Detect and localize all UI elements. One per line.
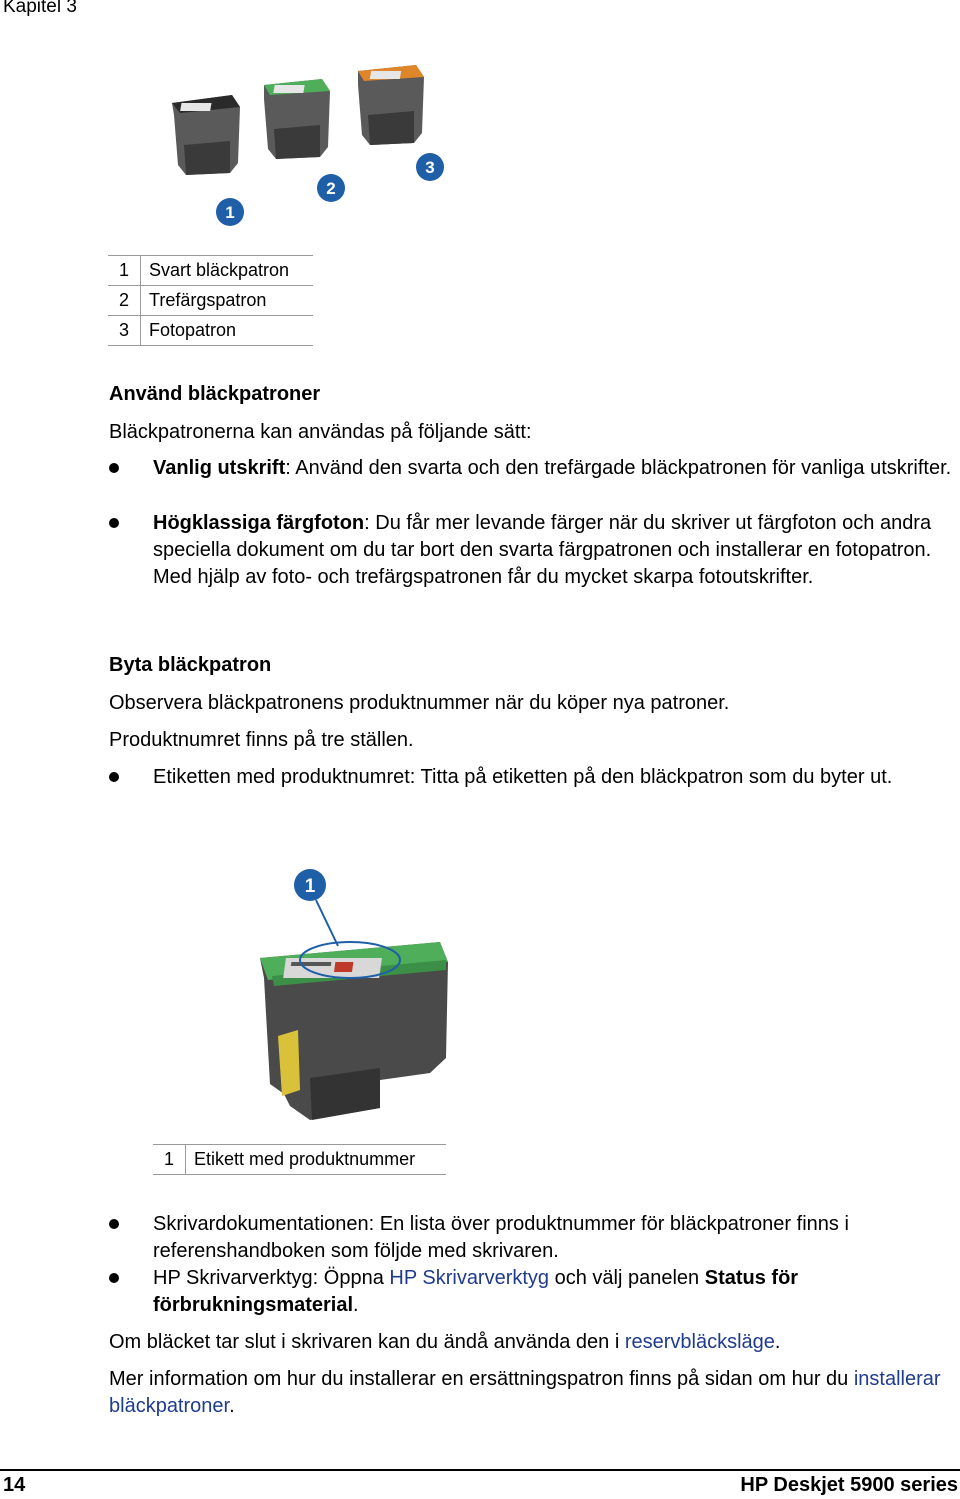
paragraph-reserve-mode [109, 1329, 949, 1356]
reserve-mode-link[interactable]: reservbläcksläge [624, 1331, 775, 1353]
install-cartridges-link[interactable]: installerar bläckpatroner [109, 1368, 941, 1417]
bullet-icon [109, 1273, 119, 1283]
label-legend-table [153, 1144, 446, 1175]
bullet-photo-print [153, 510, 953, 591]
legend-number: 1 [153, 1145, 186, 1175]
bullet-normal-print [153, 455, 953, 482]
chapter-header: Kapitel 3 [3, 0, 77, 17]
legend-label: Fotopatron [141, 316, 314, 346]
legend-number: 3 [108, 316, 141, 346]
legend-label: Etikett med produktnummer [186, 1145, 447, 1175]
section-heading-use: Använd bläckpatroner [109, 383, 321, 405]
text: . [774, 1331, 781, 1353]
legend-number: 2 [108, 286, 141, 316]
page-number: 14 [3, 1474, 26, 1496]
bullet-icon [109, 463, 119, 473]
section-intro: Bläckpatronerna kan användas på följande sätt: [109, 421, 532, 443]
callout-1-icon [294, 869, 326, 901]
callout-3-label: 3 [425, 158, 435, 177]
bullet-icon [109, 772, 119, 782]
legend-row [153, 1145, 446, 1175]
photo-cartridge [358, 65, 424, 145]
legend-row [108, 256, 313, 286]
text: och välj panelen [549, 1267, 705, 1289]
product-name: HP Deskjet 5900 series [740, 1474, 958, 1496]
legend-label: Trefärgspatron [141, 286, 314, 316]
bullet-text: : Använd den svarta och den trefärgade bläckpatronen för vanliga utskrifter. [285, 457, 952, 479]
text: Mer information om hur du installerar en ersättningspatron finns på sidan om hur du [109, 1368, 854, 1390]
paragraph: Observera bläckpatronens produktnummer när du köper nya patroner. [109, 692, 730, 714]
legend-label: Svart bläckpatron [141, 256, 314, 286]
callout-label: 1 [304, 876, 316, 897]
callout-2-label: 2 [326, 179, 336, 198]
tri-color-cartridge [264, 79, 330, 159]
footer-divider [0, 1469, 960, 1471]
cartridge-label-illustration [250, 858, 460, 1133]
callout-3-icon [416, 153, 444, 181]
legend-number: 1 [108, 256, 141, 286]
bullet-icon [109, 518, 119, 528]
text: HP Skrivarverktyg: Öppna [153, 1267, 390, 1289]
cartridges-illustration [160, 55, 460, 235]
bullet-documentation: Skrivardokumentationen: En lista över produktnummer för bläckpatroner finns i referenshandboken som följde med skrivaren. [153, 1213, 849, 1262]
callout-1-label: 1 [225, 203, 235, 222]
text: Om bläcket tar slut i skrivaren kan du ändå använda den i [109, 1331, 625, 1353]
cartridge-legend-table [108, 255, 313, 346]
paragraph: Produktnumret finns på tre ställen. [109, 729, 414, 751]
printer-toolbox-link[interactable]: HP Skrivarverktyg [389, 1267, 550, 1289]
bullet-printer-toolbox [153, 1265, 953, 1319]
bullet-icon [109, 1219, 119, 1229]
bullet-term: Högklassiga färgfoton [153, 512, 365, 534]
black-cartridge [172, 95, 240, 175]
legend-row [108, 316, 313, 346]
callout-1-icon [216, 198, 244, 226]
section-heading-replace: Byta bläckpatron [109, 654, 272, 676]
legend-row [108, 286, 313, 316]
callout-2-icon [317, 174, 345, 202]
panel-name: Status för förbrukningsmaterial [153, 1267, 799, 1316]
bullet-label-location: Etiketten med produktnumret: Titta på etiketten på den bläckpatron som du byter ut. [153, 766, 893, 788]
bullet-term: Vanlig utskrift [153, 457, 286, 479]
bullet-text: : Du får mer levande färger när du skriver ut färgfoton och andra speciella dokument om du tar bort den svarta färgpatronen och installerar en fotopatron. Med hjälp av foto- och trefärgspatronen får du mycket skarpa fotoutskrifter. [153, 512, 932, 588]
text: . [229, 1395, 235, 1417]
text: . [353, 1294, 359, 1316]
paragraph-install-info [109, 1366, 949, 1420]
